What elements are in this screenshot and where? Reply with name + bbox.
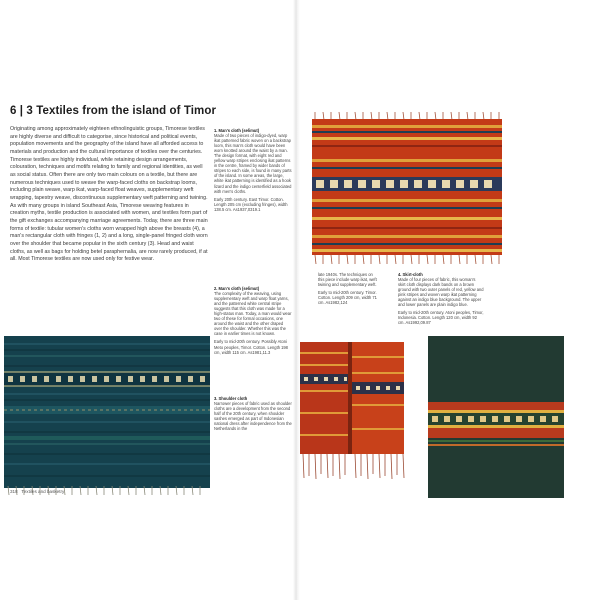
page-number: 318 <box>10 489 18 494</box>
intro-paragraph: Originating among approximately eighteen ethnolinguistic groups, Timorese textiles are highly diverse and difficult to categorise, since historical and political events, population movements and the geography of the island have all afforded access to materials and production and the cultural importance of textiles over the centuries. Timorese textiles are highly individual, while retaining design arrangements, colouration, techniques and motifs relating to family and regional identities, as well as social status. Often there are only two main colours on a textile, but there are numerous techniques used to weave the warp-faced cloths on backstrap looms, including plain weave, warp ikat, warp-faced float weaves, supplementary weft wrapping, tapestry weave, discontinuous supplementary weft patterning and twining. As with many groups in island Southeast Asia, Timorese weaving features in creation myths, textile production is associated with women, and textiles form part of the gift exchanges accompanying marriage agreements. Today, there are three main forms of textile: tubular women's cloths worn wrapped high above the breasts (4), a man's rectangular cloth with fringes (1, 2) and a long, single-panel fringed cloth worn over the shoulder that became popular in the sixth century (3). Head and waist cloths, as well as bags for holding betel paraphernalia, are now rarely produced, if at all. Most Timorese textiles are now used only for festive wear. <box>10 126 208 263</box>
running-title: Textiles and basketry <box>21 489 65 494</box>
caption-shoulder-cloth-continued <box>318 272 380 305</box>
skirt-cloth-image <box>428 336 564 498</box>
man-cloth-1-bottom-fringe <box>312 255 502 264</box>
caption-1-heading: 1. Man's cloth (selimut) <box>214 128 260 133</box>
book-gutter <box>293 0 300 600</box>
caption-2-meta: Early to mid-20th century. Possibly Atoni Meto peoples, Timor. Cotton. Length 198 cm, width 115 cm. As1981,11.3 <box>214 339 288 355</box>
chapter-title: 6 | 3 Textiles from the island of Timor <box>10 105 217 117</box>
caption-man-cloth-1 <box>214 128 292 212</box>
caption-2-body: The complexity of the weaving, using supplementary weft and warp float yarns, and the patterned white central stripe suggests that this cloth was made for a high-status man. Today, a man would wear two of these for formal occasions, one around the waist and the other draped over the shoulder. Whether this was the case in earlier times is not known. <box>214 291 292 337</box>
caption-1-body: Made of two pieces of indigo-dyed, warp ikat patterned fabric woven on a backstrap loom, this man's cloth would have been worn knotted around the waist by a man. The design format, with eight red and yellow warp stripes enclosing ikat patterns in the centre, framed by wider bands of stripes to each side, is found in many parts of the island. In some areas, the large, white ikat patterning is identified as a hook lizard and the indigo centerfield associated with men's cloths. <box>214 133 292 194</box>
man-cloth-1-image <box>312 119 502 255</box>
caption-3b-meta: Early to mid-20th century. Timor. Cotton. Length 209 cm, width 71 cm. As1982,124 <box>318 290 377 306</box>
caption-shoulder-cloth <box>214 396 292 431</box>
caption-4-body: Made of four pieces of fabric, this woman's skirt cloth displays dark bands on a brown ground with two outer panels of red, yellow and pink stripes and woven warp ikat patterning against an indigo blue background. The upper and lower panels are plain indigo blue. <box>398 277 484 308</box>
caption-3-body: Narrower pieces of fabric used as shoulder cloths are a development from the second half of the 20th century, when shoulder sashes emerged as part of Indonesian national dress after independence from the Netherlands in the <box>214 401 292 432</box>
caption-3-heading: 3. Shoulder cloth <box>214 396 248 401</box>
caption-man-cloth-2 <box>214 286 292 355</box>
caption-skirt-cloth <box>398 272 484 325</box>
caption-4-meta: Early to mid-20th century. Atoni peoples, Timor, Indonesia. Cotton. Length 120 cm, width 92 cm. As1992,09.87 <box>398 310 484 326</box>
shoulder-cloth-fringe <box>300 454 410 480</box>
page-footer <box>10 489 64 494</box>
man-cloth-2-image <box>4 336 210 488</box>
caption-4-heading: 4. Skirt-cloth <box>398 272 423 277</box>
caption-3b-body: late 1940s. The techniques on this piece include warp ikat, weft twining and supplementary weft. <box>318 272 377 288</box>
caption-2-heading: 2. Man's cloth (selimut) <box>214 286 260 291</box>
shoulder-cloth-image <box>300 342 410 454</box>
caption-1-meta: Early 20th century. East Timor. Cotton. Length 205 cm (excluding fringes), width 138.5 cm. As1937,0319.1 <box>214 196 288 212</box>
